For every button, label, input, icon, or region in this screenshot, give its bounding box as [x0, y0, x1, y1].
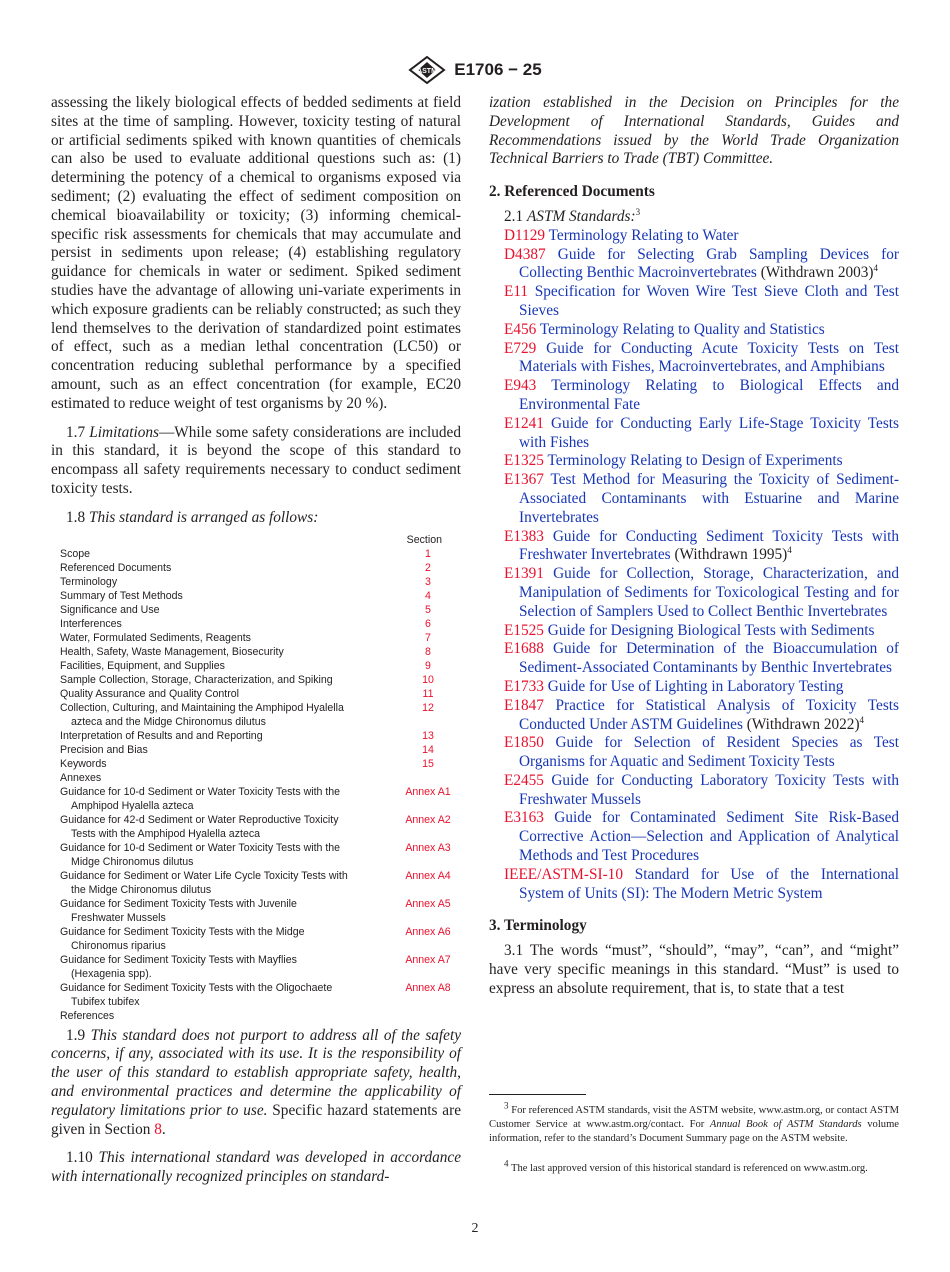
contents-label-line: Collection, Culturing, and Maintaining the Amphipod Hyalella — [60, 701, 344, 714]
reference-title-link[interactable]: Guide for Collection, Storage, Characterization, and Manipulation of Sediments for Toxicological Testing and for Selection of Samplers Used to Collect Benthic Invertebrates — [519, 565, 899, 620]
clause-number: 1.7 — [66, 423, 86, 441]
reference-note: (Withdrawn 2022) — [746, 715, 860, 733]
reference-code-link[interactable]: E1391 — [504, 565, 544, 583]
contents-label — [60, 1009, 397, 1023]
subsection-2-1 — [489, 208, 899, 227]
contents-label — [60, 757, 397, 771]
svg-text:ASTM: ASTM — [417, 68, 438, 75]
contents-section-link[interactable]: Annex A7 — [405, 953, 451, 966]
paragraph-1-6-cont: assessing the likely biological effects of bedded sediments at field sites at the time of sampling. However, toxicity testing of natural or artificial sediments spiked with known quantities of chemicals can also be used to evaluate additional questions such as: (1) determining the potency of a chemical to organisms exposed via sediment; (2) evaluating the effect of sediment composition on chemical bioavailability or toxicity; (3) informing chemical-specific risk assessments for chemicals that may accumulate and persist in sediments upon release; (4) establishing regulatory guidance for chemicals in water or sediment. Spiked sediment studies have the advantage of allowing uni-variate experiments in which exposure gradients can be reliably constructed; as such they lend themselves to the derivation of standardized point estimates of effect, such as a median lethal concentration (LC50) or concentration reducing sublethal performance by a specified amount, such as an effect concentration (for example, EC20 estimated to reduce weight of test organisms by 20 %). — [51, 94, 461, 412]
contents-section-link[interactable]: 5 — [425, 603, 431, 616]
astm-logo-icon — [408, 56, 446, 84]
clause-text: This standard is arranged as follows: — [88, 508, 319, 526]
contents-row — [60, 841, 459, 869]
footnote-rule — [489, 1094, 586, 1095]
reference-item — [504, 321, 899, 340]
contents-row — [60, 771, 459, 785]
contents-section-link[interactable]: 6 — [425, 617, 431, 630]
section-3-heading: 3. Terminology — [489, 917, 587, 935]
reference-note: (Withdrawn 1995) — [674, 546, 788, 564]
contents-label-line: Quality Assurance and Quality Control — [60, 687, 240, 700]
contents-section-link[interactable]: 11 — [422, 687, 434, 700]
reference-item — [504, 678, 899, 697]
footnote-ref: 3 — [635, 206, 641, 217]
contents-label-line-2: Tubifex tubifex — [71, 995, 140, 1008]
footnote-text: For referenced ASTM standards, visit the ASTM website, www.astm.org, or contact ASTM Customer Service at www.astm.org/contact. For — [489, 1105, 900, 1131]
contents-label — [60, 673, 397, 687]
reference-code-link[interactable]: D1129 — [504, 226, 546, 244]
contents-section-link[interactable]: Annex A4 — [405, 869, 451, 882]
contents-row — [60, 617, 459, 631]
clause-heading: ASTM Standards: — [526, 207, 636, 225]
reference-item — [504, 622, 899, 641]
contents-section-link[interactable]: 2 — [425, 561, 431, 574]
reference-item — [504, 772, 899, 810]
reference-title-link[interactable]: Guide for Conducting Acute Toxicity Tests on Test Materials with Fishes, Macroinvertebrates, and Amphibians — [519, 339, 899, 376]
contents-label — [60, 785, 397, 813]
reference-code-link[interactable]: E2455 — [504, 771, 544, 789]
clause-number: 1.9 — [66, 1026, 86, 1044]
right-column — [489, 94, 899, 999]
contents-label — [60, 729, 397, 743]
contents-label-line: Water, Formulated Sediments, Reagents — [60, 631, 251, 644]
contents-label-line: Sample Collection, Storage, Characterization, and Spiking — [60, 673, 333, 686]
footnote-ref: 4 — [787, 545, 792, 556]
contents-label-line-2: azteca and the Midge Chironomus dilutus — [71, 715, 266, 728]
reference-item — [504, 866, 899, 904]
reference-code-link[interactable]: E11 — [504, 283, 529, 301]
contents-section-link[interactable]: 3 — [425, 575, 431, 588]
contents-label-line: Keywords — [60, 757, 107, 770]
contents-label — [60, 687, 397, 701]
contents-label — [60, 813, 397, 841]
contents-label-line-2: (Hexagenia spp). — [71, 967, 152, 980]
reference-title-link[interactable]: Guide for Conducting Laboratory Toxicity Tests with Freshwater Mussels — [519, 771, 899, 808]
reference-item — [504, 227, 899, 246]
reference-item — [504, 565, 899, 621]
clause-heading: Limitations — [89, 423, 159, 441]
contents-row — [60, 897, 459, 925]
contents-row — [60, 645, 459, 659]
contents-label-line: Scope — [60, 547, 91, 560]
contents-label-line: Interpretation of Results and and Reporting — [60, 729, 263, 742]
reference-item — [504, 377, 899, 415]
reference-list — [489, 227, 899, 904]
reference-item — [504, 640, 899, 678]
reference-title-link[interactable]: Terminology Relating to Water — [548, 226, 739, 244]
reference-item — [504, 809, 899, 865]
contents-section-link[interactable]: Annex A8 — [405, 981, 451, 994]
reference-title-link[interactable]: Guide for Determination of the Bioaccumulation of Sediment-Associated Contaminants by Benthic Invertebrates — [519, 640, 900, 677]
contents-row — [60, 953, 459, 981]
contents-label-line: Guidance for Sediment Toxicity Tests with the Midge — [60, 925, 305, 938]
contents-table — [60, 533, 459, 1023]
contents-row — [60, 603, 459, 617]
reference-title-link[interactable]: Specification for Woven Wire Test Sieve Cloth and Test Sieves — [519, 283, 900, 319]
reference-item — [504, 283, 899, 321]
paragraph-1-7 — [51, 424, 461, 499]
contents-label — [60, 589, 397, 603]
contents-label — [60, 575, 397, 589]
contents-section-link[interactable]: 13 — [422, 729, 434, 742]
contents-label-line: Summary of Test Methods — [60, 589, 183, 602]
reference-title-link[interactable]: Terminology Relating to Design of Experiments — [547, 452, 843, 470]
contents-label — [60, 617, 397, 631]
contents-row — [60, 981, 459, 1009]
contents-label-line: Referenced Documents — [60, 561, 172, 574]
reference-item — [504, 697, 899, 735]
reference-code-link[interactable]: E1525 — [504, 621, 544, 639]
reference-title-link[interactable]: Guide for Selecting Grab Sampling Devices for Collecting Benthic Macroinvertebrates — [519, 245, 899, 282]
contents-row — [60, 743, 459, 757]
section-2-heading: 2. Referenced Documents — [489, 183, 655, 201]
reference-item — [504, 528, 899, 566]
page-number: 2 — [471, 1221, 479, 1236]
clause-number: 1.8 — [66, 508, 86, 526]
contents-label-line-2: Amphipod Hyalella azteca — [71, 799, 194, 812]
contents-label — [60, 925, 397, 953]
contents-label — [60, 981, 397, 1009]
reference-title-link[interactable]: Guide for Conducting Sediment Toxicity Tests with Freshwater Invertebrates — [519, 527, 899, 564]
paragraph-1-9: 1.9 This standard does not purport to address all of the safety concerns, if any, associated with its use. It is the responsibility of the user of this standard to establish appropriate safety, health, and environmental practices and determine the applicability of regulatory limitations prior to use. Specific hazard statements are given in Section 8. — [51, 1026, 462, 1138]
contents-section-link[interactable]: Annex A1 — [405, 785, 451, 798]
contents-section-link[interactable]: 8 — [425, 645, 431, 658]
contents-row — [60, 757, 459, 771]
contents-label-line: Interferences — [60, 617, 122, 630]
reference-code-link[interactable]: E729 — [504, 339, 537, 357]
left-column — [51, 94, 461, 1187]
contents-row — [60, 701, 459, 729]
section-link[interactable]: 8 — [154, 1120, 162, 1138]
contents-label — [60, 659, 397, 673]
contents-row — [60, 589, 459, 603]
contents-label-line: Guidance for 10-d Sediment or Water Toxicity Tests with the — [60, 785, 341, 798]
footnote-italic: Annual Book of ASTM Standards — [709, 1119, 862, 1131]
clause-text: —While some safety considerations are included in this standard, it is beyond the scope of this standard to encompass all safety requirements necessary to conduct sediment toxicity tests. — [51, 423, 461, 497]
contents-row — [60, 673, 459, 687]
contents-row — [60, 869, 459, 897]
contents-label — [60, 841, 397, 869]
contents-section-link[interactable]: 1 — [425, 547, 431, 560]
reference-code-link[interactable]: E943 — [504, 377, 537, 395]
contents-label — [60, 869, 397, 897]
paragraph-1-10-cont: ization established in the Decision on Principles for the Development of International Standards, Guides and Recommendations issued by the World Trade Organization Technical Barriers to Trade (TBT) Committee. — [489, 94, 899, 168]
contents-row — [60, 561, 459, 575]
reference-item — [504, 452, 899, 471]
reference-item — [504, 415, 899, 453]
reference-code-link[interactable]: E1733 — [504, 677, 544, 695]
reference-code-link[interactable]: E1367 — [504, 471, 544, 489]
clause-number: 1.10 — [66, 1149, 93, 1167]
reference-title-link[interactable]: Test Method for Measuring the Toxicity of Sediment-Associated Contaminants with Estuarine and Marine Invertebrates — [519, 471, 899, 526]
footnote-marker: 4 — [504, 1158, 509, 1169]
reference-title-link[interactable]: Guide for Use of Lighting in Laboratory Testing — [547, 677, 844, 695]
contents-row — [60, 547, 459, 561]
contents-label — [60, 547, 397, 561]
footnote-text-2: volume information, refer to the standard’s Document Summary page on the ASTM website. — [489, 1119, 900, 1145]
contents-header: Section — [406, 533, 442, 546]
contents-label-line: Guidance for Sediment Toxicity Tests with Juvenile — [60, 897, 297, 910]
contents-label-line: Guidance for 10-d Sediment or Water Toxicity Tests with the — [60, 841, 341, 854]
contents-section-link[interactable]: Annex A3 — [405, 841, 451, 854]
contents-label-line: Facilities, Equipment, and Supplies — [60, 659, 225, 672]
contents-label-line: Health, Safety, Waste Management, Biosecurity — [60, 645, 284, 658]
contents-label — [60, 701, 397, 729]
footnote-ref: 4 — [873, 263, 879, 274]
page-header — [0, 56, 950, 84]
contents-label — [60, 743, 397, 757]
reference-title-link[interactable]: Guide for Conducting Early Life-Stage Toxicity Tests with Fishes — [519, 414, 899, 451]
clause-number: 2.1 — [504, 207, 524, 225]
contents-label-line: Terminology — [60, 575, 118, 588]
reference-code-link[interactable]: E1688 — [504, 640, 544, 658]
reference-title-link[interactable]: Guide for Contaminated Sediment Site Risk-Based Corrective Action—Selection and Application of Analytical Methods and Test Procedures — [519, 809, 900, 865]
contents-row — [60, 1009, 459, 1023]
reference-code-link[interactable]: E456 — [504, 320, 537, 338]
contents-row — [60, 785, 459, 813]
contents-label — [60, 603, 397, 617]
contents-section-link — [397, 1009, 459, 1023]
contents-label — [60, 771, 397, 785]
reference-code-link[interactable]: D4387 — [504, 245, 546, 263]
contents-section-link[interactable]: 15 — [422, 757, 434, 770]
contents-label-line: Guidance for Sediment or Water Life Cycle Toxicity Tests with — [60, 869, 348, 882]
footnote-marker: 3 — [504, 1100, 509, 1111]
contents-label — [60, 645, 397, 659]
footnote-4 — [489, 1158, 899, 1176]
reference-title-link[interactable]: Terminology Relating to Biological Effects and Environmental Fate — [519, 377, 899, 413]
contents-row — [60, 813, 459, 841]
reference-note: (Withdrawn 2003) — [760, 264, 874, 282]
contents-section-link[interactable]: 10 — [422, 673, 434, 686]
footnote-ref: 4 — [859, 714, 865, 725]
reference-item — [504, 471, 899, 527]
contents-section-link[interactable]: 14 — [422, 743, 434, 756]
reference-code-link[interactable]: E1325 — [504, 452, 544, 470]
contents-section-link[interactable]: 4 — [425, 589, 431, 602]
contents-row — [60, 631, 459, 645]
contents-label-line-2: Chironomus riparius — [71, 939, 166, 952]
reference-title-link[interactable]: Terminology Relating to Quality and Statistics — [539, 320, 825, 338]
reference-item — [504, 340, 899, 378]
contents-label — [60, 897, 397, 925]
contents-section-link — [397, 771, 459, 785]
contents-label-line: Precision and Bias — [60, 743, 148, 756]
contents-label-line-2: Midge Chironomus dilutus — [71, 855, 194, 868]
reference-item — [504, 246, 899, 284]
reference-code-link[interactable]: E3163 — [504, 809, 544, 827]
contents-label-line: References — [60, 1009, 115, 1022]
contents-label-line-2: Freshwater Mussels — [71, 911, 166, 924]
paragraph-1-10 — [51, 1149, 461, 1187]
contents-label — [60, 561, 397, 575]
contents-label-line: Guidance for Sediment Toxicity Tests with the Oligochaete — [60, 981, 333, 994]
contents-row — [60, 687, 459, 701]
reference-title-link[interactable]: Practice for Statistical Analysis of Toxicity Tests Conducted Under ASTM Guidelines — [519, 696, 899, 733]
contents-label — [60, 631, 397, 645]
reference-title-link[interactable]: Guide for Selection of Resident Species as Test Organisms for Aquatic and Sediment Toxicity Tests — [519, 734, 899, 771]
designation: E1706 − 25 — [454, 60, 542, 79]
contents-label-line-2: the Midge Chironomus dilutus — [71, 883, 212, 896]
reference-code-link[interactable]: IEEE/ASTM-SI-10 — [504, 865, 623, 883]
contents-label-line: Significance and Use — [60, 603, 160, 616]
clause-text: This standard does not purport to address all of the safety concerns, if any, associated with its use. It is the responsibility of the user of this standard to establish appropriate safety, health, and environmental practices and determine the applicability of regulatory limitations prior to use. — [51, 1026, 462, 1119]
contents-label-line-2: Tests with the Amphipod Hyalella azteca — [71, 827, 261, 840]
reference-code-link[interactable]: E1847 — [504, 696, 544, 714]
contents-label-line: Annexes — [60, 771, 102, 784]
reference-code-link[interactable]: E1241 — [504, 414, 544, 432]
footnote-text: The last approved version of this historical standard is referenced on www.astm.org. — [510, 1163, 868, 1174]
clause-text: This international standard was developed in accordance with internationally recognized principles on standard- — [51, 1149, 461, 1186]
contents-row — [60, 925, 459, 953]
reference-code-link[interactable]: E1850 — [504, 734, 544, 752]
contents-section-link[interactable]: Annex A6 — [405, 925, 451, 938]
contents-section-link[interactable]: Annex A5 — [405, 897, 451, 910]
contents-row — [60, 659, 459, 673]
contents-section-link[interactable]: 9 — [425, 659, 431, 672]
paragraph-1-8 — [51, 509, 461, 528]
contents-row — [60, 575, 459, 589]
reference-item — [504, 734, 899, 772]
reference-code-link[interactable]: E1383 — [504, 527, 544, 545]
contents-section-link[interactable]: 12 — [422, 701, 434, 714]
contents-label-line: Guidance for Sediment Toxicity Tests with Mayflies — [60, 953, 297, 966]
contents-label-line: Guidance for 42-d Sediment or Water Reproductive Toxicity — [60, 813, 339, 826]
reference-title-link[interactable]: Guide for Designing Biological Tests with Sediments — [547, 621, 875, 639]
reference-title-link[interactable]: Standard for Use of the International System of Units (SI): The Modern Metric System — [519, 865, 900, 902]
footnote-3 — [489, 1100, 900, 1147]
contents-label — [60, 953, 397, 981]
contents-section-link[interactable]: Annex A2 — [405, 813, 451, 826]
paragraph-3-1: 3.1 The words “must”, “should”, “may”, “can”, and “might” have very specific meanings in this standard. “Must” is used to express an absolute requirement, that is, to state that a test — [489, 942, 899, 997]
contents-row — [60, 729, 459, 743]
clause-text-plain: Specific hazard statements are given in Section — [51, 1101, 461, 1138]
contents-section-link[interactable]: 7 — [425, 631, 431, 644]
